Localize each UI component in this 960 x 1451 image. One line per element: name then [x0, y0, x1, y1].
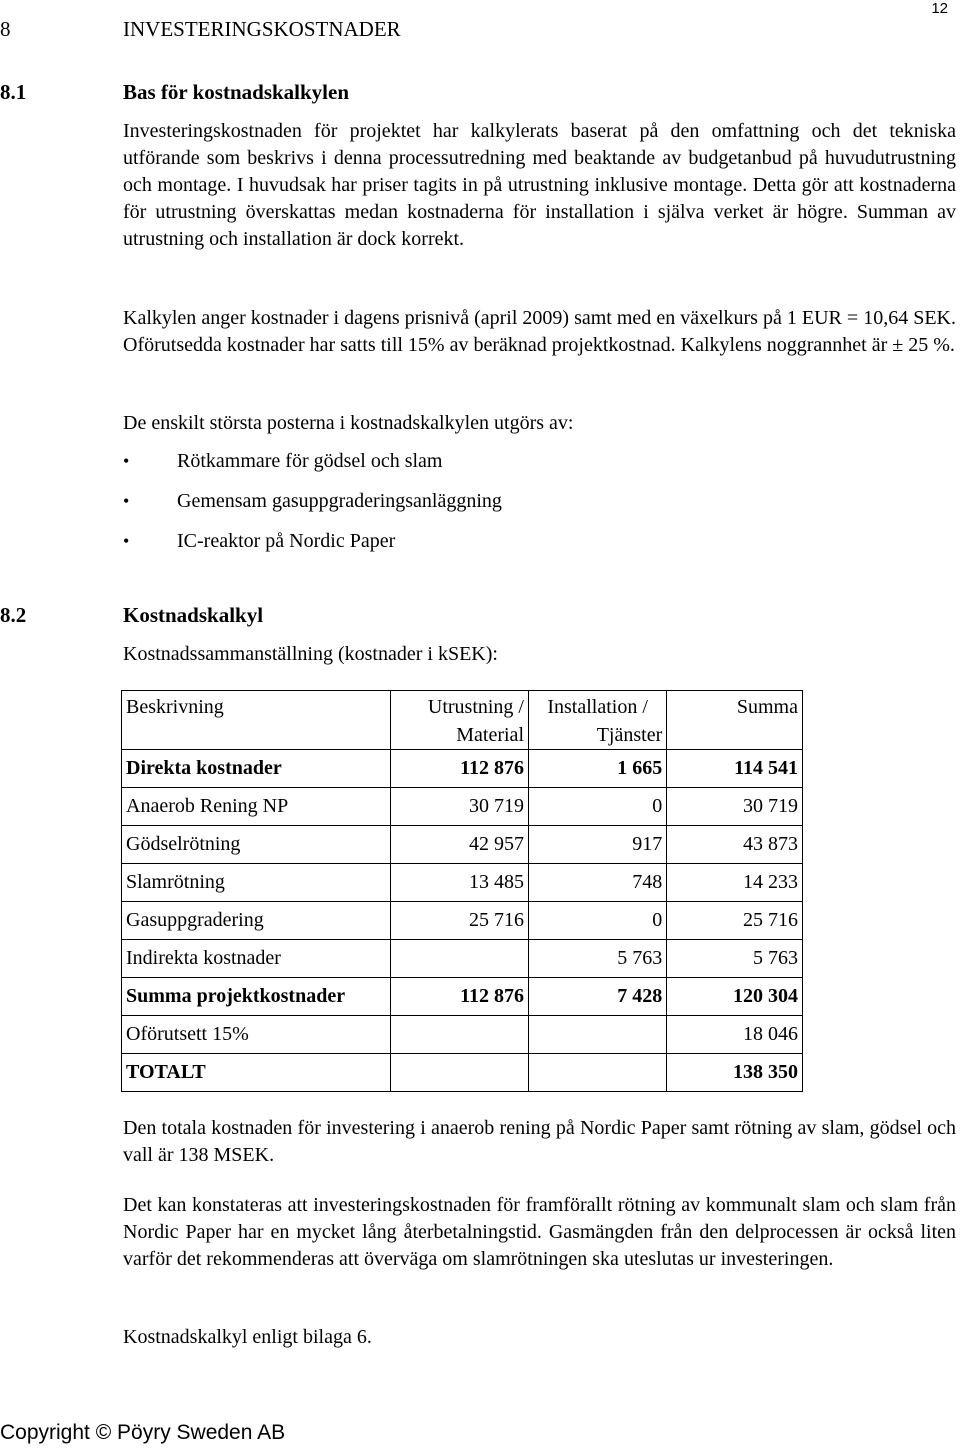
cell-summa: 120 304: [667, 978, 803, 1016]
row-label: TOTALT: [122, 1054, 391, 1092]
cell-summa: 43 873: [667, 826, 803, 864]
row-label: Summa projektkostnader: [122, 978, 391, 1016]
cell-utrustning: 112 876: [390, 750, 528, 788]
paragraph-payback: Det kan konstateras att investeringskostnaden för framförallt rötning av kommunalt slam och slam från Nordic Paper har en mycket lång återbetalningstid. Gasmängden från den delprocessen är också liten varför det rekommenderas att överväga om slamrötningen ska uteslutas ur investeringen.: [123, 1194, 956, 1270]
cell-utrustning: [390, 940, 528, 978]
cell-summa: 18 046: [667, 1016, 803, 1054]
cell-installation: 748: [529, 864, 667, 902]
table-row: [122, 750, 803, 788]
bullet-icon: •: [123, 451, 130, 471]
table-row: [122, 864, 803, 902]
header-beskrivning: Beskrivning: [122, 691, 391, 750]
table-row: [122, 788, 803, 826]
cell-summa: 114 541: [667, 750, 803, 788]
header-installation: [529, 691, 667, 750]
cell-utrustning: 42 957: [390, 826, 528, 864]
cell-installation: 0: [529, 788, 667, 826]
cell-utrustning: [390, 1016, 528, 1054]
cell-utrustning: 13 485: [390, 864, 528, 902]
row-label: Gödselrötning: [122, 826, 391, 864]
list-item-text: IC-reaktor på Nordic Paper: [177, 530, 396, 552]
row-label: Direkta kostnader: [122, 750, 391, 788]
cell-installation: 1 665: [529, 750, 667, 788]
cell-summa: 30 719: [667, 788, 803, 826]
cell-installation: [529, 1016, 667, 1054]
page-number: 12: [931, 0, 948, 17]
table-row: [122, 826, 803, 864]
cell-summa: 14 233: [667, 864, 803, 902]
copyright-footer: Copyright © Pöyry Sweden AB: [0, 1421, 286, 1444]
paragraph-table-caption: Kostnadssammanställning (kostnader i kSEK):: [123, 643, 498, 665]
row-label: Anaerob Rening NP: [122, 788, 391, 826]
table-header-row: [122, 691, 803, 750]
row-label: Gasuppgradering: [122, 902, 391, 940]
row-label: Indirekta kostnader: [122, 940, 391, 978]
cell-summa: 5 763: [667, 940, 803, 978]
cost-table: [121, 690, 803, 1092]
paragraph-total-cost: Den totala kostnaden för investering i anaerob rening på Nordic Paper samt rötning av slam, gödsel och vall är 138 MSEK.: [123, 1117, 956, 1166]
paragraph-appendix-ref: Kostnadskalkyl enligt bilaga 6.: [123, 1326, 372, 1348]
section-title: Kostnadskalkyl: [123, 603, 264, 627]
bullet-icon: •: [123, 531, 130, 551]
paragraph-largest-items: De enskilt största posterna i kostnadskalkylen utgörs av:: [123, 412, 574, 434]
header-line: Utrustning /: [427, 696, 524, 718]
cell-summa: 138 350: [667, 1054, 803, 1092]
cell-installation: 7 428: [529, 978, 667, 1016]
section-title: Bas för kostnadskalkylen: [123, 80, 350, 104]
cell-installation: 5 763: [529, 940, 667, 978]
table-row: [122, 902, 803, 940]
section-number: 8: [0, 17, 11, 41]
list-item-text: Rötkammare för gödsel och slam: [177, 450, 443, 472]
cell-installation: 917: [529, 826, 667, 864]
header-line: Material: [456, 724, 524, 746]
section-number: 8.1: [0, 80, 27, 104]
header-utrustning: [390, 691, 528, 750]
header-summa: Summa: [667, 691, 803, 750]
paragraph-basis: Investeringskostnaden för projektet har kalkylerats baserat på den omfattning och det tekniska utförande som beskrivs i denna processutredning med beaktande av budgetanbud på huvudutrustning och montage. I huvudsak har priser tagits in på utrustning inklusive montage. Detta gör att kostnaderna för utrustning överskattas medan kostnaderna för installation i själva verket är högre. Summan av utrustning och installation är dock korrekt.: [123, 120, 956, 250]
list-item-text: Gemensam gasuppgraderingsanläggning: [177, 490, 502, 512]
header-line: Tjänster: [596, 724, 663, 746]
bullet-icon: •: [123, 491, 130, 511]
section-number: 8.2: [0, 603, 27, 627]
cell-utrustning: 25 716: [390, 902, 528, 940]
table-row: [122, 1016, 803, 1054]
cell-installation: [529, 1054, 667, 1092]
table-row: [122, 940, 803, 978]
cell-utrustning: 112 876: [390, 978, 528, 1016]
paragraph-price-level: Kalkylen anger kostnader i dagens prisnivå (april 2009) samt med en växelkurs på 1 EUR = 10,64 SEK. Oförutsedda kostnader har satts till 15% av beräknad projektkostnad. Kalkylens noggrannhet är ± 25 %.: [123, 307, 956, 356]
header-line: Installation /: [547, 696, 648, 718]
table-row: [122, 978, 803, 1016]
row-label: Slamrötning: [122, 864, 391, 902]
section-title: INVESTERINGSKOSTNADER: [123, 17, 401, 41]
cell-summa: 25 716: [667, 902, 803, 940]
cell-utrustning: 30 719: [390, 788, 528, 826]
table-row: [122, 1054, 803, 1092]
row-label: Oförutsett 15%: [122, 1016, 391, 1054]
cell-installation: 0: [529, 902, 667, 940]
cell-utrustning: [390, 1054, 528, 1092]
